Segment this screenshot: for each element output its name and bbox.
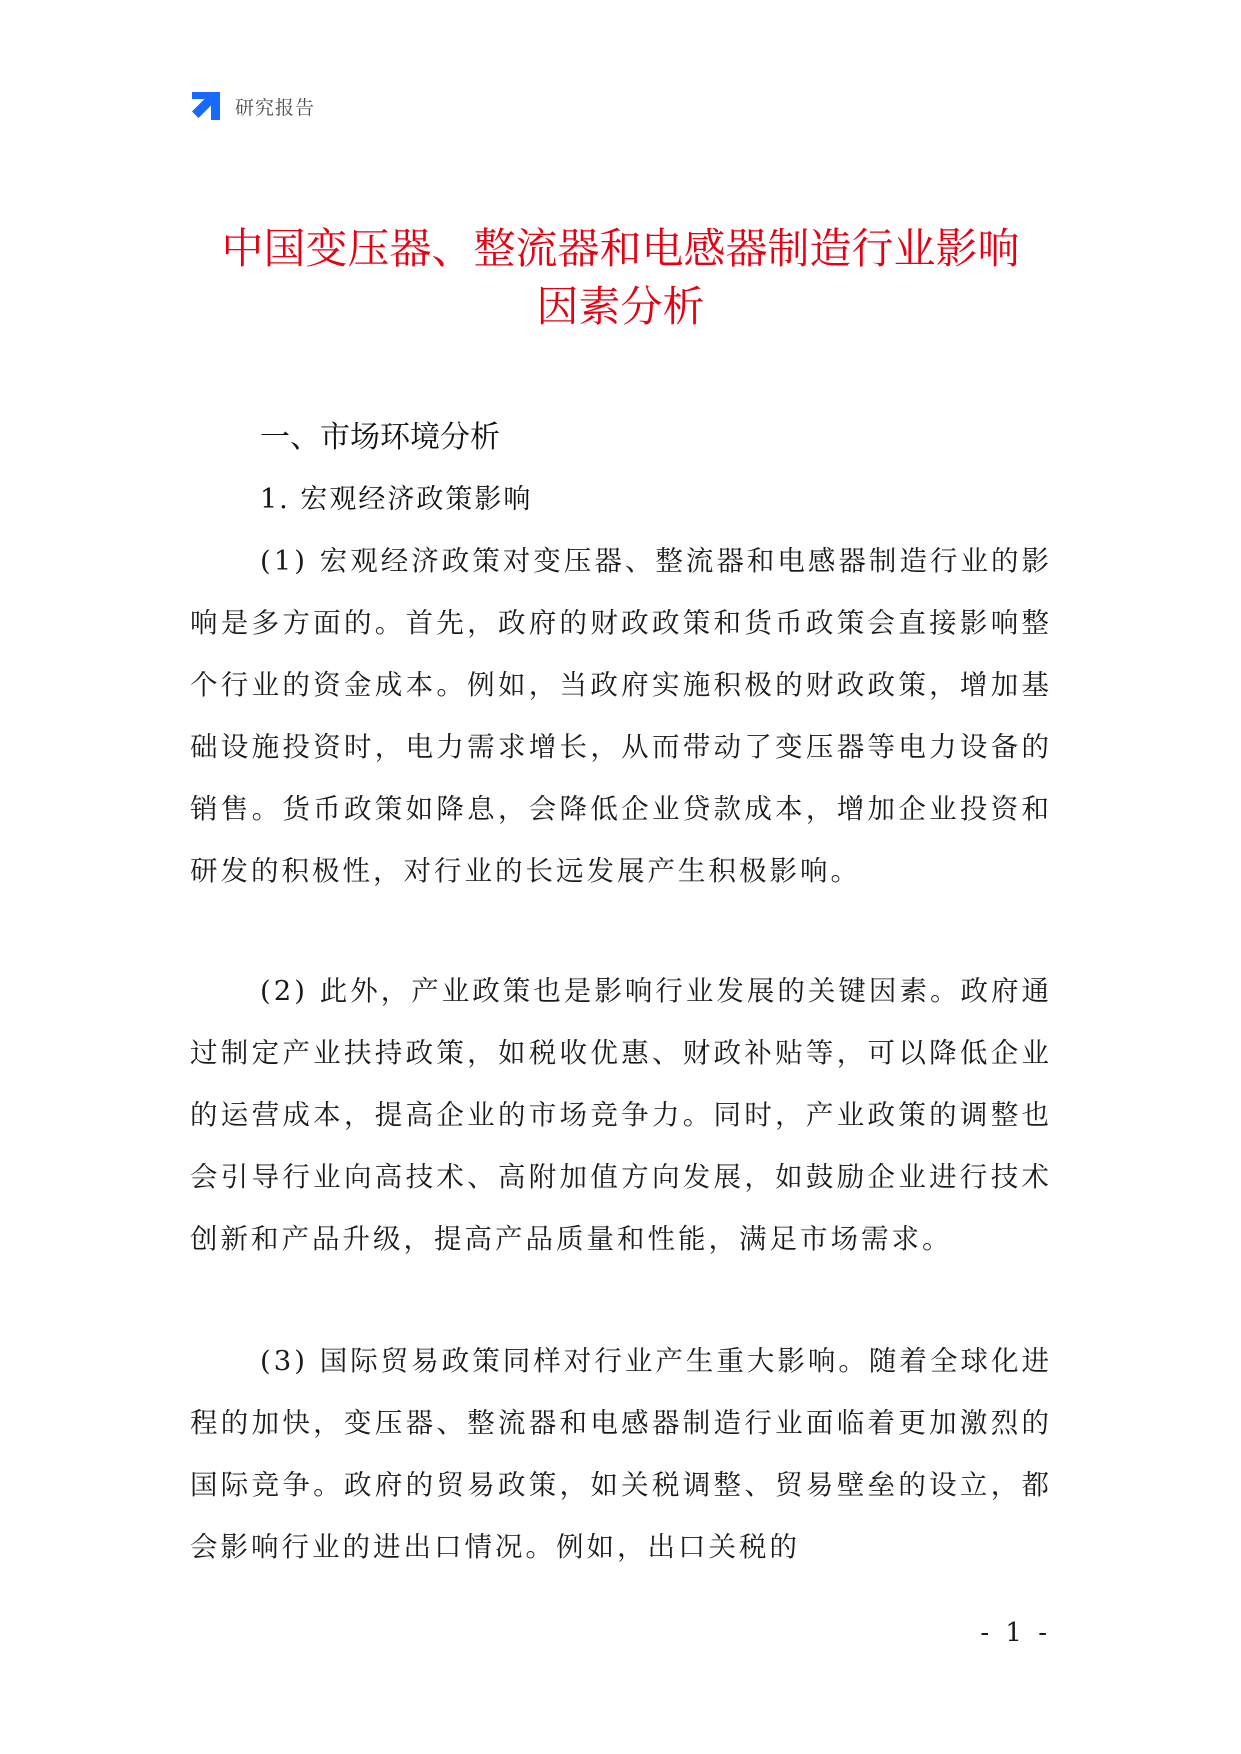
report-header <box>189 88 315 124</box>
arrow-up-right-icon <box>189 89 223 123</box>
paragraph-3 <box>190 1330 1052 1578</box>
paragraph-text: (3) 国际贸易政策同样对行业产生重大影响。随着全球化进程的加快，变压器、整流器和电感器制造行业面临着更加激烈的国际竞争。政府的贸易政策，如关税调整、贸易壁垒的设立，都会影响行业的进出口情况。例如，出口关税的 <box>190 1345 1052 1563</box>
sub-heading: 1. 宏观经济政策影响 <box>260 484 533 515</box>
page-number: - 1 - <box>980 1618 1051 1648</box>
header-label: 研究报告 <box>235 96 316 119</box>
paragraph-text: (1) 宏观经济政策对变压器、整流器和电感器制造行业的影响是多方面的。首先，政府的财政政策和货币政策会直接影响整个行业的资金成本。例如，当政府实施积极的财政政策，增加基础设施投资时，电力需求增长，从而带动了变压器等电力设备的销售。货币政策如降息，会降低企业贷款成本，增加企业投资和研发的积极性，对行业的长远发展产生积极影响。 <box>190 545 1052 887</box>
title-line-2: 因素分析 <box>536 282 705 331</box>
title-line-1: 中国变压器、整流器和电感器制造行业影响 <box>221 224 1020 273</box>
section-heading: 一、市场环境分析 <box>260 420 500 455</box>
paragraph-2 <box>190 960 1052 1270</box>
paragraph-text: (2) 此外，产业政策也是影响行业发展的关键因素。政府通过制定产业扶持政策，如税收优惠、财政补贴等，可以降低企业的运营成本，提高企业的市场竞争力。同时，产业政策的调整也会引导行业向高技术、高附加值方向发展，如鼓励企业进行技术创新和产品升级，提高产品质量和性能，满足市场需求。 <box>190 975 1052 1255</box>
document-title <box>150 220 1091 336</box>
paragraph-1 <box>190 530 1052 902</box>
